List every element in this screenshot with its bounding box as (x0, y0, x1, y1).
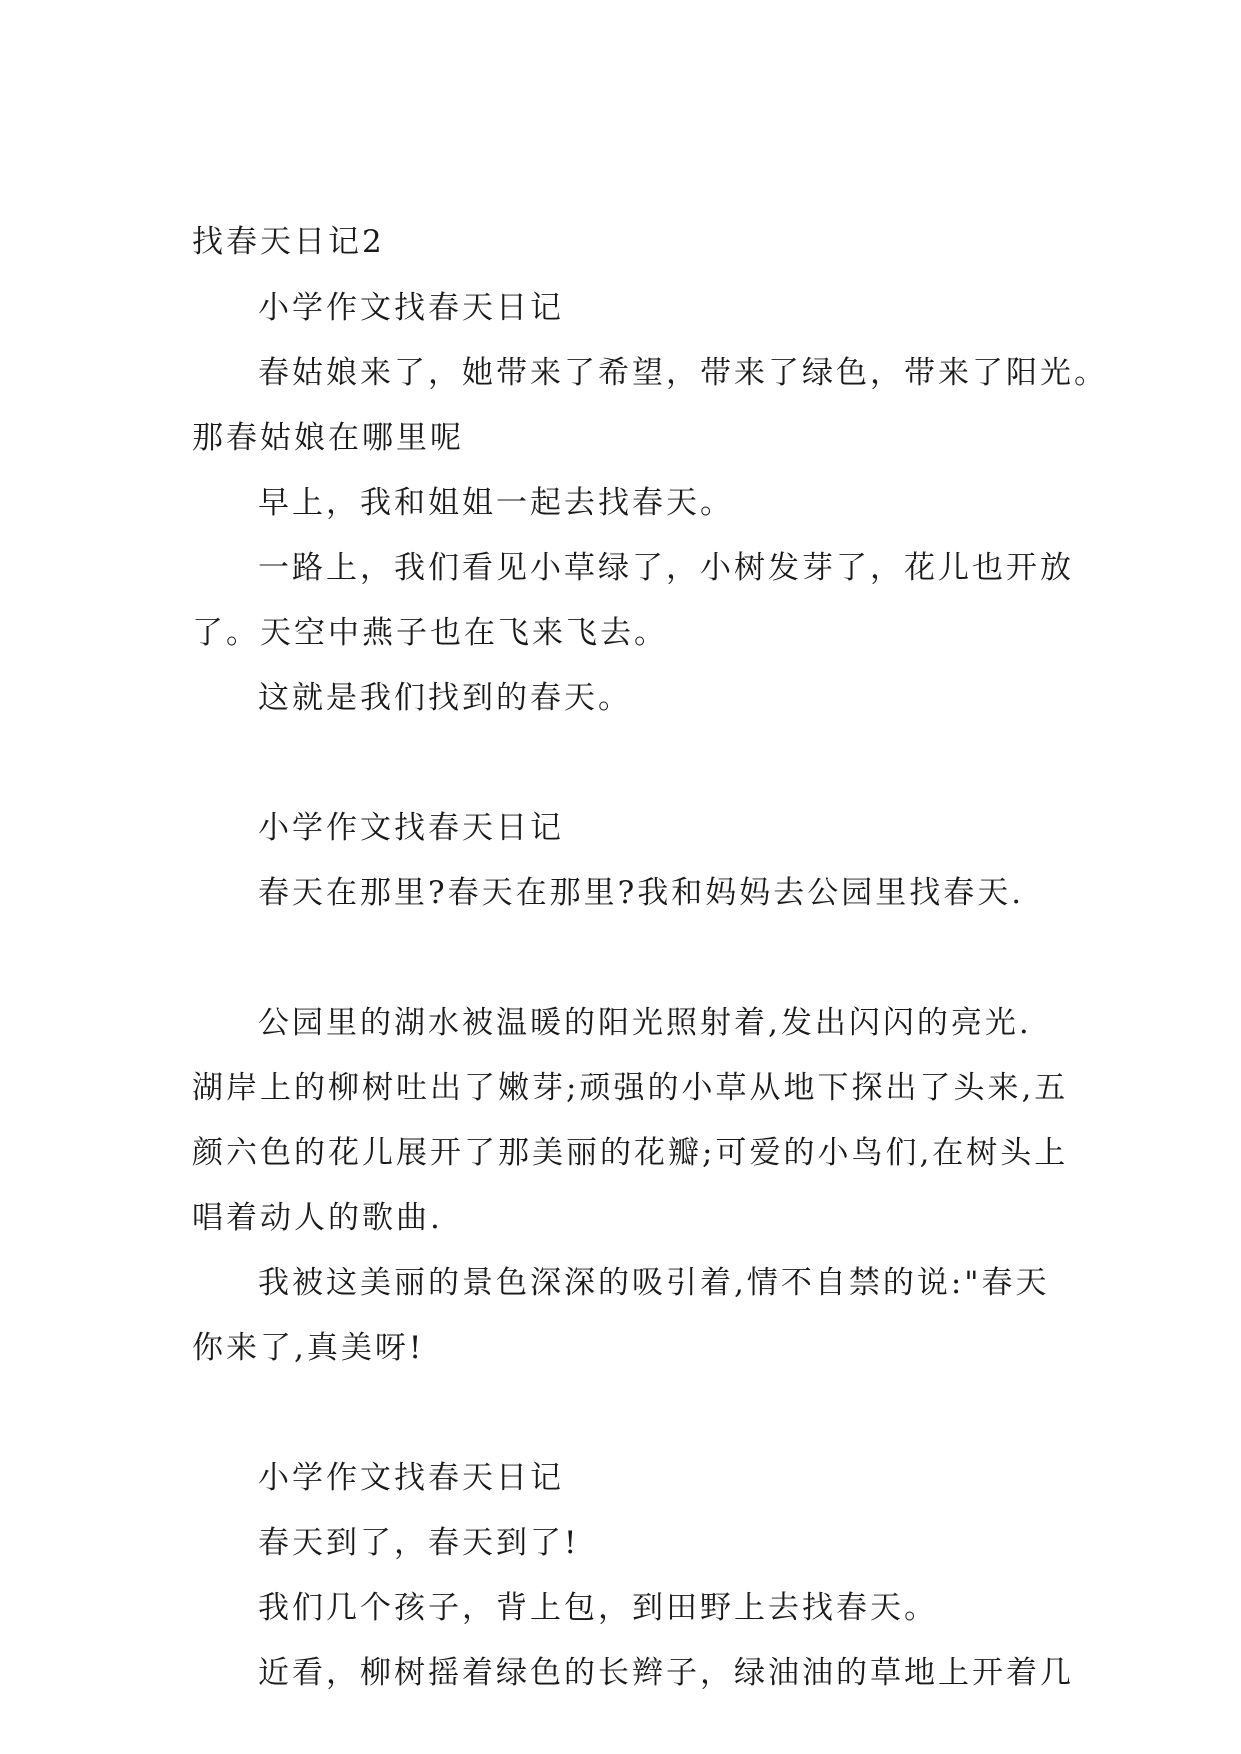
paragraph-line: 你来了,真美呀! (192, 1330, 425, 1366)
paragraph-line: 我被这美丽的景色深深的吸引着,情不自禁的说:"春天 (258, 1265, 1050, 1301)
paragraph-line: 一路上，我们看见小草绿了，小树发芽了，花儿也开放 (258, 550, 1074, 586)
section-heading: 小学作文找春天日记 (258, 1460, 564, 1496)
document-title: 找春天日记2 (192, 224, 385, 260)
paragraph-line: 春天在那里?春天在那里?我和妈妈去公园里找春天. (258, 875, 1025, 911)
paragraph-line: 早上，我和姐姐一起去找春天。 (258, 485, 734, 521)
paragraph-line: 近看，柳树摇着绿色的长辫子，绿油油的草地上开着几 (258, 1655, 1074, 1691)
paragraph-line: 那春姑娘在哪里呢 (192, 420, 464, 456)
paragraph-line: 了。天空中燕子也在飞来飞去。 (192, 615, 668, 651)
paragraph-line: 颜六色的花儿展开了那美丽的花瓣;可爱的小鸟们,在树头上 (192, 1135, 1069, 1171)
paragraph-line: 公园里的湖水被温暖的阳光照射着,发出闪闪的亮光. (258, 1005, 1032, 1041)
paragraph-line: 湖岸上的柳树吐出了嫩芽;顽强的小草从地下探出了头来,五 (192, 1070, 1069, 1106)
paragraph-line: 唱着动人的歌曲. (192, 1200, 443, 1236)
paragraph-line: 春天到了，春天到了! (258, 1525, 580, 1561)
section-heading: 小学作文找春天日记 (258, 290, 564, 326)
paragraph-line: 春姑娘来了，她带来了希望，带来了绿色，带来了阳光。 (258, 355, 1108, 391)
paragraph-line: 我们几个孩子，背上包，到田野上去找春天。 (258, 1590, 938, 1626)
paragraph-line: 这就是我们找到的春天。 (258, 680, 632, 716)
section-heading: 小学作文找春天日记 (258, 810, 564, 846)
